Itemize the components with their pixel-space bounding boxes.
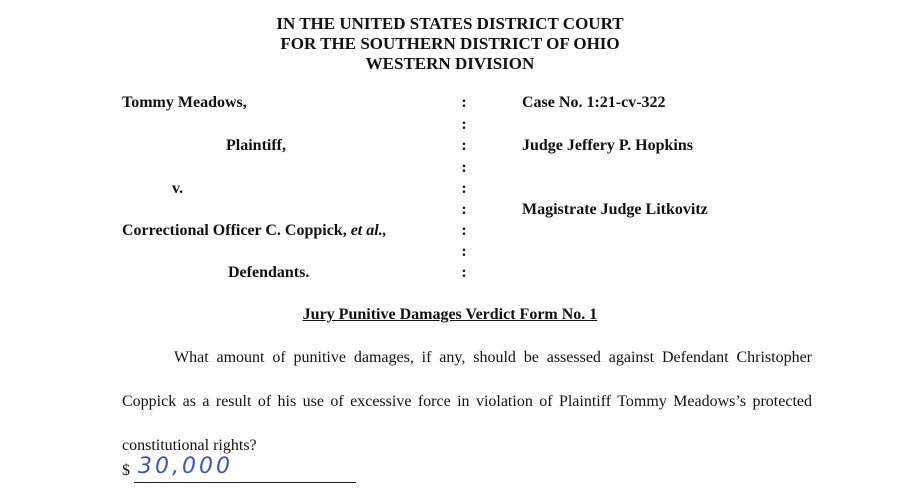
plaintiff-role: Plaintiff,	[226, 137, 286, 154]
case-number: Case No. 1:21-cv-322	[522, 94, 666, 111]
defendant-name: Correctional Officer C. Coppick, et al.,	[122, 222, 387, 239]
versus-label: v.	[172, 180, 184, 197]
caption-separator: :	[461, 222, 467, 239]
defendant-role: Defendants.	[228, 264, 310, 281]
verdict-form-title: Jury Punitive Damages Verdict Form No. 1	[302, 306, 598, 323]
damages-answer	[122, 454, 362, 488]
caption-separator: :	[461, 243, 467, 260]
caption-separator: :	[461, 94, 467, 111]
court-division: WESTERN DIVISION	[365, 54, 535, 73]
court-name: IN THE UNITED STATES DISTRICT COURT	[276, 14, 624, 33]
currency-symbol: $	[122, 462, 130, 479]
caption-separator: :	[461, 264, 467, 281]
judge-name: Judge Jeffery P. Hopkins	[522, 137, 693, 154]
verdict-question: What amount of punitive damages, if any, should be assessed against Defendant Christopher Coppick as a result of his use of excessive force in violation of Plaintiff Tommy Meadows’s protected constitutional rights?	[122, 349, 812, 454]
caption-separator: :	[461, 116, 467, 133]
caption-separator: :	[461, 201, 467, 218]
caption-separator: :	[461, 159, 467, 176]
answer-line	[134, 482, 356, 483]
handwritten-amount: 30,000	[138, 454, 233, 479]
et-al: et al.,	[350, 222, 387, 239]
court-district: FOR THE SOUTHERN DISTRICT OF OHIO	[280, 34, 620, 53]
magistrate-judge: Magistrate Judge Litkovitz	[522, 201, 708, 218]
caption-separator: :	[461, 180, 467, 197]
plaintiff-name: Tommy Meadows,	[122, 94, 247, 111]
caption-separator: :	[461, 137, 467, 154]
